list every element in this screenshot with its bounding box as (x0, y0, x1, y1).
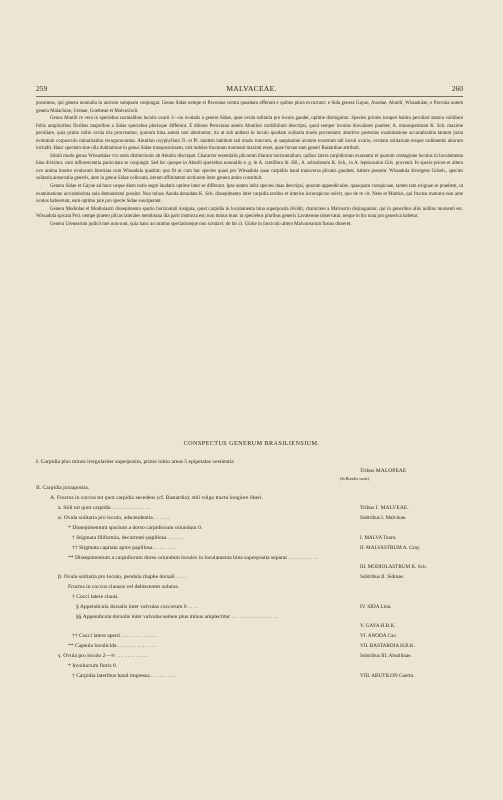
taxon-label: Subtribus I. Malvinae. (360, 515, 407, 521)
key-row (36, 554, 463, 572)
key-text: β. Ovula solitaria pro loculo, pendula rhaphe dorsali . . . . (58, 574, 186, 580)
key-row (36, 613, 463, 631)
paragraph: posuimus, qui genera nonnulla in unicum sumpsam conjungat. Genus Sidae nempe et Pavoniae centra quaedam efferunt e quibus plura excurrunt: e Sida genera Gayae, Anodae, Abutili, Wissadulae, e Pavonia autem genera Malachrae, Urenae, Goetheae et Malvaviscii. (36, 101, 463, 114)
key-text: †† Stigmata capitata apice papillosa . . . . . . . . (72, 545, 175, 551)
page-number-left: 259 (36, 84, 48, 93)
key-text: ** Capsula loculicida . . . . . . . . . . . . . . (68, 643, 156, 649)
key-row (36, 514, 463, 523)
key-text: §§ Appendicula dorsalis inter valvulas semen plus minus amplectitur . . . . . . . . . . . . . . . . . (76, 614, 278, 620)
key-row (36, 632, 463, 641)
key-row (36, 534, 463, 543)
page-header (0, 84, 503, 94)
key-text: * Involucrum floris 0. (68, 663, 118, 669)
genus-label: I. MALVA Tourn. (360, 535, 397, 541)
key-text: A. Fructus in coccos tot quot carpidia secedens (cf. Bastardia); stili vulgo tractu longiore liberi. (50, 495, 263, 501)
genus-label: III. MODIOLASTRUM K. Sch. (360, 564, 427, 570)
paragraph: Genera Modiolae et Modiolastri dissepimento spurio horizontali insignia, quod carpidia in loculamenta bina superposita dividit, charactere a Malvastro disjunguntur, qui in generibus aliis nullius momenti est. Wissadula spicata Prsl. nempe praeter plicas laterales membrana illa parti instructa est; non minus hunc in speciebus pluribus generis Lavatereae observatur, neque in his nota pro generica habetur. (36, 206, 463, 220)
taxon-label: Subtribus II. Sidinae. (360, 574, 405, 580)
key-row (36, 652, 463, 661)
key-row (36, 524, 463, 533)
key-row (36, 662, 463, 671)
key-row (36, 494, 463, 503)
key-row (36, 474, 463, 483)
conspectus-title: CONSPECTUS GENERUM BRASILIENSIUM. (183, 440, 320, 447)
key-text: II. Carpidia juxtaposita. (36, 485, 90, 491)
paragraph: Simili modo genus Wissadulae vix notis distinctionis ab Abutilo discrepat. Character essentialis plicarum illarum horizontalium, quibus latera carpidiorum exarantur et quarum contagione loculus in loculamenta bina divisitur, cum inflorescentia paniculata se conjungit. Sed hic quoque in Abutili speciebus nonnullis e. g. in A. ramiflora St. Hil., A. aristulosum K. Sch., in A. leptocaulon Gris. provenit. In specie priore et altera ovo anima inserto ovulorum biseriata cum Wissadula quadrat; quo fit ut cum hac species quasi pro Wissadula quae carpidiis haud transversa plicatis gaudent, habere possent. Wissadula divergens Griseb., species solitaria autoevalia generis, ante in genus Sidae collocata, iterum affinitatem arctiorem inter genera ambo constituit. (36, 153, 463, 182)
key-row (36, 603, 463, 612)
key-row (36, 544, 463, 553)
paragraph: Genera Sidae et Gayae ad hunc usque diem notis segre laudatis optime inter se differunt. Ipse autem infra species duas descripsi, quarum appendiculae, quasquam conspicuae, tamen tam exiguae se praebent, ut examinatione accuratissima sola demonstrari possint. Non minus Anoda denudata K. Sch. dissepimento inter carpidia tardius et interius inconspicuo solvit, quo de re cit. Nees et Martius, qui fructus maturos non ante oculos habuerunt, eam optimo jure pro specie Sidae susciperant. (36, 184, 463, 205)
page-number-right: 260 (451, 84, 463, 93)
key-row (36, 593, 463, 602)
key-text: † Carpidia lateribus haud impressa . . . . . . . . . (72, 673, 175, 679)
genus-label: VII. BASTARDIA H.B.K. (360, 643, 415, 649)
genus-label: IV. SIDA Linn. (360, 604, 392, 610)
taxon-label: Subtribus III. Abutilinae. (360, 653, 412, 659)
key-text: ** Dissepimentum a carpidiorum dorso oriundum loculos in loculamenta bina superposita separat . . . . . . . . . . . (68, 555, 318, 561)
key-row (36, 458, 463, 467)
paragraph: Genus Abutili re vera in speciebus normalibus loculis ovarii 3—oo ovulatis a genere Sidae, quae ovula solitaria pro loculo gaudet, optime distinguitur. Species priores insuper habitu peculiari statura validiore foliis amplioribus floribus majoribus a Sidae speciebus plerisque differunt. E ditione Peruviana autem Abutilon cordifolium descripsi, quod semper loculos biovulatos praebet; A. monospermum K. Sch. maxime peculiare, quia primo initio ovula tria procreantur, quorum bina autem non aboriuntur, ita ut sub anthesi in loculo quodam solitaria modo proveniant; abortivo posterius examinatione accuratissima tantum juxta evolutum corpusculo minutissimo recognoscuntur. Abutilon oxyphyllum Tr. et Pl. tandem habitum tali modo truncum, ut saepissime acutum exsertum tali loculi ovario, ovulum solitarium eisque rudimentis aliorum includit. Hanc speciem sine ulla dubitatione in genus Sidae transposuissem, nisi indoles fructuum momenti maximi esset, quae forsan eam generi Bastardiae attribuit. (36, 116, 463, 152)
key-row (36, 504, 463, 513)
genus-label: VI. ANODA Cav. (360, 633, 397, 639)
running-title: MALVACEAE. (226, 84, 277, 93)
genus-label: VIII. ABUTILON Gaertn. (360, 673, 415, 679)
header-rule (36, 96, 463, 97)
taxon-label: Tribus I. MALVEAE. (360, 505, 409, 511)
key-text: α. Ovula solitaria pro loculo, adscendentia . . . . . . (58, 515, 170, 521)
taxon-label: Tribus MALOPEAE (360, 468, 407, 474)
body-text (36, 100, 463, 228)
key-text: § Appendicula dorsalis inter valvulas coccorum 0 . . . . (76, 604, 198, 610)
key-row (36, 573, 463, 582)
genus-label: II. MALVASTRUM A. Gray. (360, 545, 421, 551)
key-row (36, 484, 463, 493)
key-text: I. Carpidia plus minus irregulariter superposita, primo initio areas 5 epipetalas vestientia (36, 459, 234, 465)
key-text: * Dissepimentum spurium a dorso carpidiorum oriundum 0. (68, 525, 203, 531)
key-row (36, 583, 463, 592)
key-row (36, 642, 463, 651)
key-text: a. Stili tot quot carpidia . . . . . . . . . . . . . . (58, 505, 150, 511)
genus-label: V. GAYA H.B.K. (360, 623, 396, 629)
key-text: † Cocci latere clausi. (72, 594, 119, 600)
paragraph: Genera Urenearum judicii mei non sunt, quia hanc accuratius speciationque non scrutavi; de his cl. Gürke in fasciculo altero Malvacearum fusius disseret. (50, 221, 352, 227)
key-row (36, 672, 463, 681)
key-text: γ. Ovula pro loculo 2—∞ . . . . . . . . . . . . (58, 653, 149, 659)
taxon-note: (In Brasilia vacat). (340, 476, 370, 481)
key-text: Fructus in coccos clausos vel dehiscentes solutus. (68, 584, 180, 590)
key-text: † Stigmata filiformia, decurrenti-papillosa . . . . . . (72, 535, 184, 541)
key-text: †† Cocci latere aperti . . . . . . . . . . . . . (72, 633, 157, 639)
